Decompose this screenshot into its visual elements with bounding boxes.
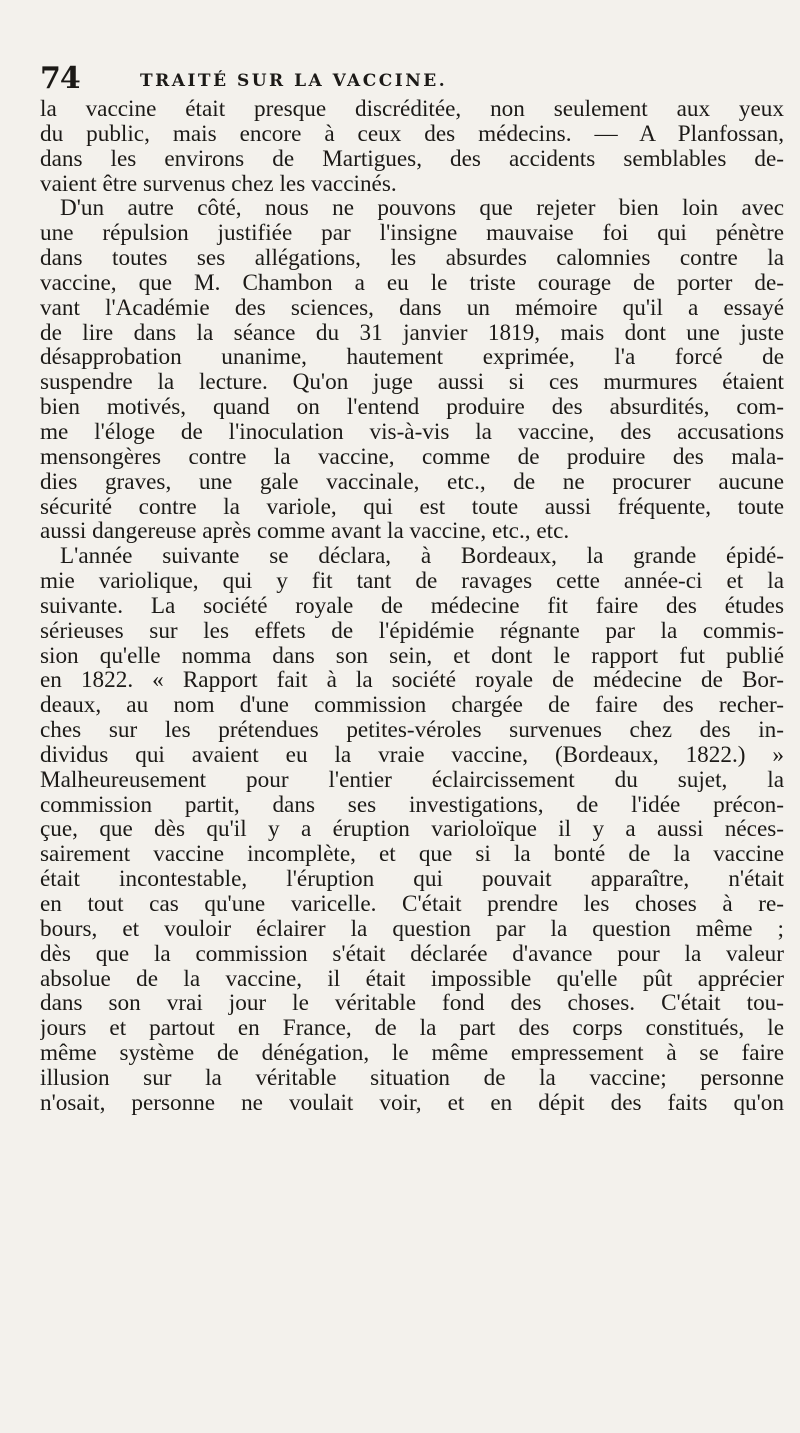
text-line: ches sur les prétendues petites-véroles survenues chez des in- bbox=[40, 718, 784, 743]
text-line: désapprobation unanime, hautement exprimée, l'a forcé de bbox=[40, 345, 784, 371]
text-line: mie variolique, qui y fit tant de ravages cette année-ci et la bbox=[40, 569, 784, 594]
text-line: sairement vaccine incomplète, et que si la bonté de la vaccine bbox=[40, 842, 784, 868]
text-line: vaccine, que M. Chambon a eu le triste courage de porter de- bbox=[40, 270, 784, 296]
text-line: sécurité contre la variole, qui est toute aussi fréquente, toute bbox=[40, 494, 784, 520]
text-line: çue, que dès qu'il y a éruption varioloïque il y a aussi néces- bbox=[40, 817, 784, 843]
text-line: sérieuses sur les effets de l'épidémie régnante par la commis- bbox=[40, 618, 784, 644]
text-line: une répulsion justifiée par l'insigne mauvaise foi qui pénètre bbox=[40, 221, 784, 247]
text-line: même système de dénégation, le même empressement à se faire bbox=[40, 1041, 784, 1066]
text-line: Malheureusement pour l'entier éclaircissement du sujet, la bbox=[40, 767, 784, 793]
text-line: dans toutes ses allégations, les absurdes calomnies contre la bbox=[40, 246, 784, 271]
text-line: L'année suivante se déclara, à Bordeaux, la grande épidé- bbox=[60, 544, 784, 570]
text-line: dies graves, une gale vaccinale, etc., de ne procurer aucune bbox=[40, 469, 784, 495]
page-header bbox=[40, 62, 780, 96]
text-line: me l'éloge de l'inoculation vis-à-vis la vaccine, des accusations bbox=[40, 419, 784, 445]
text-line: mensongères contre la vaccine, comme de produire des mala- bbox=[40, 444, 784, 470]
text-line: en 1822. « Rapport fait à la société royale de médecine de Bor- bbox=[40, 668, 784, 694]
text-line: suspendre la lecture. Qu'on juge aussi si ces murmures étaient bbox=[40, 370, 784, 396]
text-line: du public, mais encore à ceux des médecins. — A Planfossan, bbox=[40, 121, 784, 147]
text-line: commission partit, dans ses investigations, de l'idée précon- bbox=[40, 792, 784, 818]
text-line: illusion sur la véritable situation de la vaccine; personne bbox=[40, 1065, 784, 1091]
text-line: en tout cas qu'une varicelle. C'était prendre les choses à re- bbox=[40, 892, 784, 917]
text-line: sion qu'elle nomma dans son sein, et dont le rapport fut publié bbox=[40, 643, 784, 669]
text-line: dividus qui avaient eu la vraie vaccine, (Bordeaux, 1822.) » bbox=[40, 742, 784, 768]
page-number: 74 bbox=[40, 61, 80, 96]
running-head: TRAITÉ SUR LA VACCINE. bbox=[140, 71, 448, 91]
text-line: dans son vrai jour le véritable fond des choses. C'était tou- bbox=[40, 991, 784, 1017]
text-line: n'osait, personne ne voulait voir, et en dépit des faits qu'on bbox=[40, 1090, 784, 1116]
text-line: vant l'Académie des sciences, dans un mémoire qu'il a essayé bbox=[40, 295, 784, 321]
text-line: deaux, au nom d'une commission chargée de faire des recher- bbox=[40, 693, 784, 719]
text-line: la vaccine était presque discréditée, non seulement aux yeux bbox=[40, 97, 784, 122]
text-line: était incontestable, l'éruption qui pouvait apparaître, n'était bbox=[40, 867, 784, 892]
body-text bbox=[40, 97, 784, 1116]
text-line: dans les environs de Martigues, des accidents semblables de- bbox=[40, 146, 784, 172]
text-line: D'un autre côté, nous ne pouvons que rejeter bien loin avec bbox=[60, 196, 784, 222]
text-line: de lire dans la séance du 31 janvier 1819, mais dont une juste bbox=[40, 320, 784, 346]
text-line: bours, et vouloir éclairer la question par la question même ; bbox=[40, 916, 784, 942]
text-line: suivante. La société royale de médecine fit faire des études bbox=[40, 593, 784, 619]
text-line: jours et partout en France, de la part des corps constitués, le bbox=[40, 1016, 784, 1042]
text-line: aussi dangereuse après comme avant la vaccine, etc., etc. bbox=[40, 519, 570, 545]
text-line: dès que la commission s'était déclarée d'avance pour la valeur bbox=[40, 941, 784, 967]
text-line: bien motivés, quand on l'entend produire des absurdités, com- bbox=[40, 395, 784, 420]
text-line: vaient être survenus chez les vaccinés. bbox=[40, 171, 397, 197]
text-line: absolue de la vaccine, il était impossible qu'elle pût apprécier bbox=[40, 966, 784, 992]
